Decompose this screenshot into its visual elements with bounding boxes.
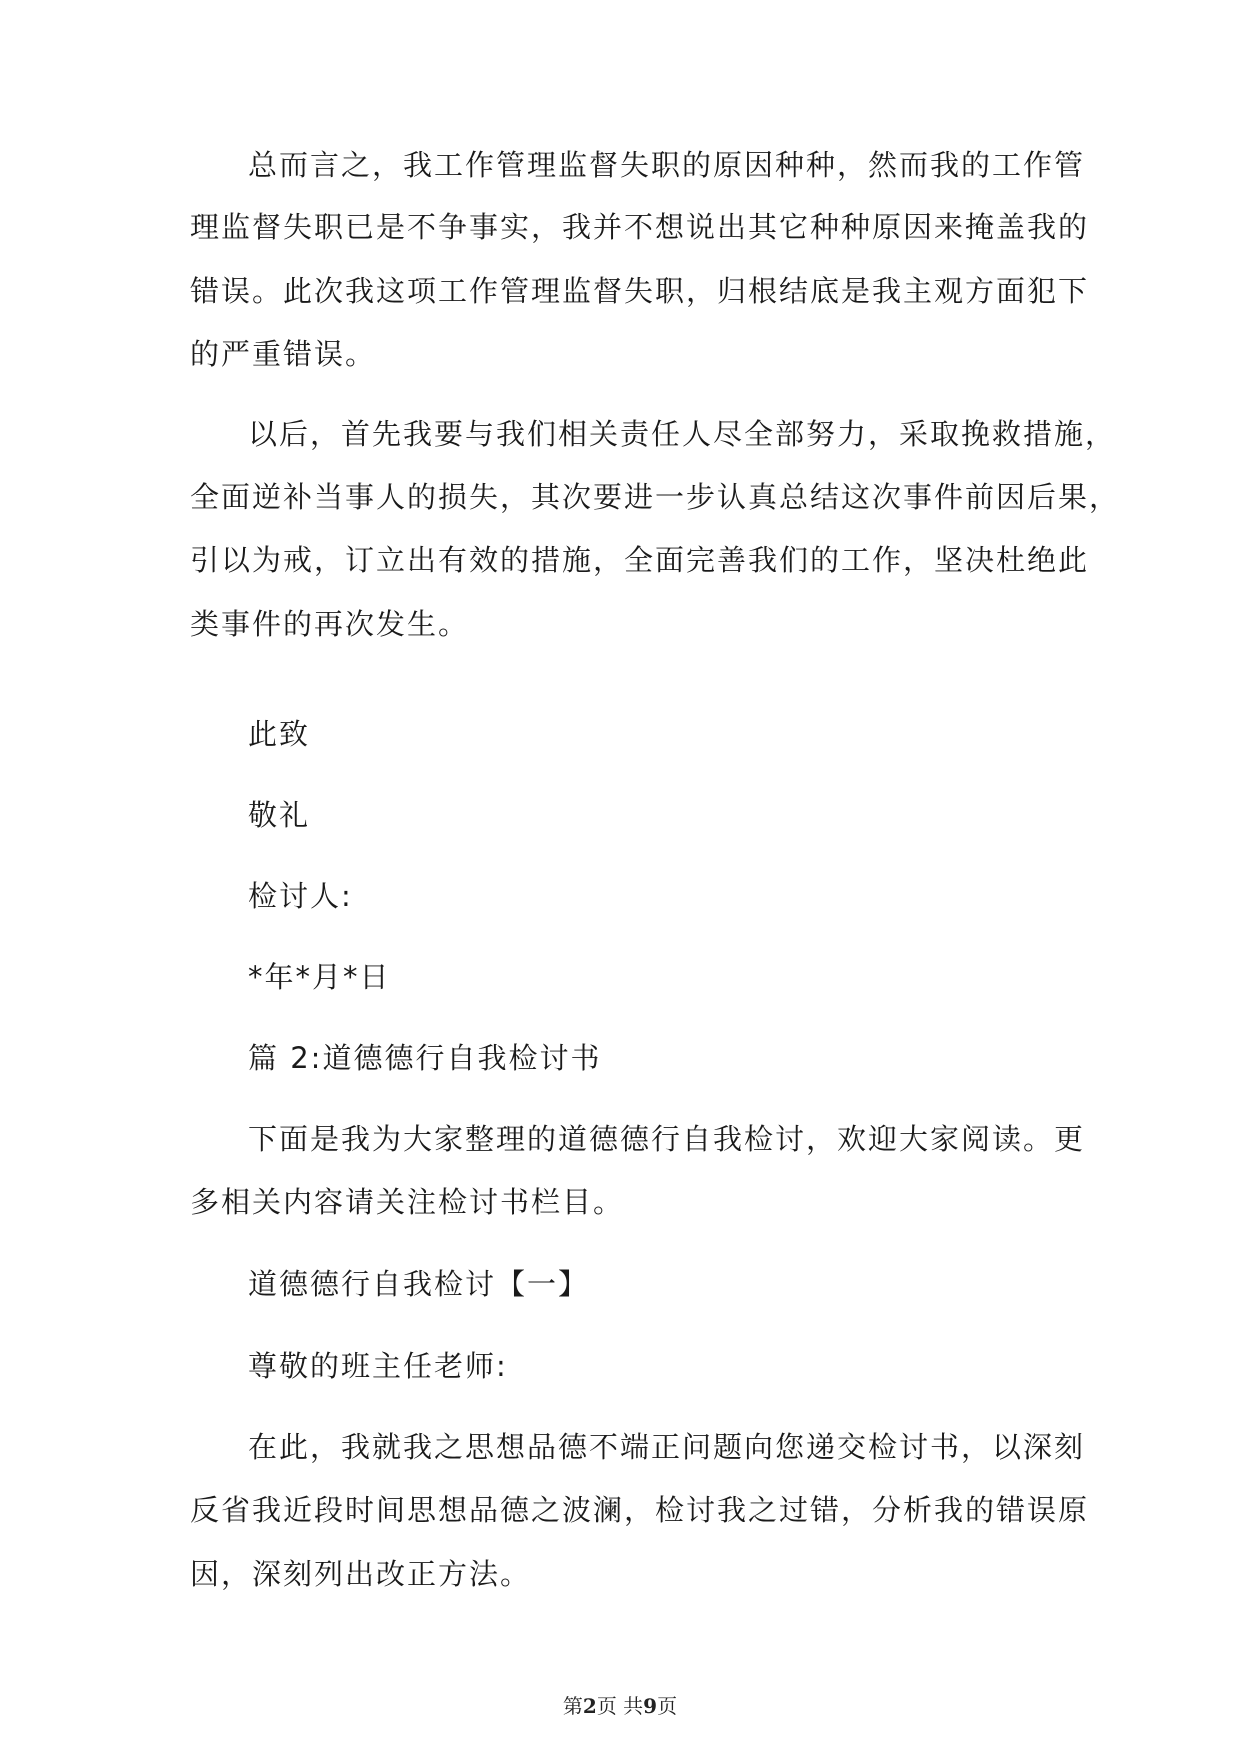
paragraph-line: 在此，我就我之思想品德不端正问题向您递交检讨书，以深刻 (248, 1430, 1086, 1464)
date-line: *年*月*日 (248, 960, 391, 994)
paragraph-line: 以后，首先我要与我们相关责任人尽全部努力，采取挽救措施， (248, 417, 1117, 451)
subsection-title: 道德德行自我检讨【一】 (248, 1267, 590, 1301)
page-footer (0, 1690, 1240, 1719)
footer-suffix: 页 (657, 1694, 678, 1718)
footer-prefix: 第 (562, 1694, 583, 1718)
paragraph-line: 错误。此次我这项工作管理监督失职，归根结底是我主观方面犯下 (190, 274, 1090, 308)
current-page-number: 2 (582, 1694, 597, 1718)
signer-label: 检讨人: (248, 879, 353, 913)
paragraph-line: 下面是我为大家整理的道德德行自我检讨，欢迎大家阅读。更 (248, 1122, 1086, 1156)
footer-middle: 页 共 (596, 1694, 644, 1718)
paragraph-line: 总而言之，我工作管理监督失职的原因种种，然而我的工作管 (248, 148, 1086, 182)
paragraph-line: 引以为戒，订立出有效的措施，全面完善我们的工作，坚决杜绝此 (190, 543, 1090, 577)
paragraph-line: 理监督失职已是不争事实，我并不想说出其它种种原因来掩盖我的 (190, 210, 1090, 244)
closing-regards: 敬礼 (248, 798, 311, 832)
total-page-number: 9 (643, 1694, 658, 1718)
paragraph-line: 因，深刻列出改正方法。 (190, 1557, 532, 1591)
paragraph-line: 多相关内容请关注检讨书栏目。 (190, 1185, 625, 1219)
closing-salutation: 此致 (248, 717, 311, 751)
paragraph-line: 类事件的再次发生。 (190, 607, 470, 641)
paragraph-line: 的严重错误。 (190, 337, 377, 371)
greeting-line: 尊敬的班主任老师: (248, 1349, 508, 1383)
paragraph-line: 反省我近段时间思想品德之波澜，检讨我之过错，分析我的错误原 (190, 1493, 1090, 1527)
paragraph-line: 全面逆补当事人的损失，其次要进一步认真总结这次事件前因后果， (190, 480, 1121, 514)
section-title: 篇 2:道德德行自我检讨书 (248, 1041, 602, 1075)
